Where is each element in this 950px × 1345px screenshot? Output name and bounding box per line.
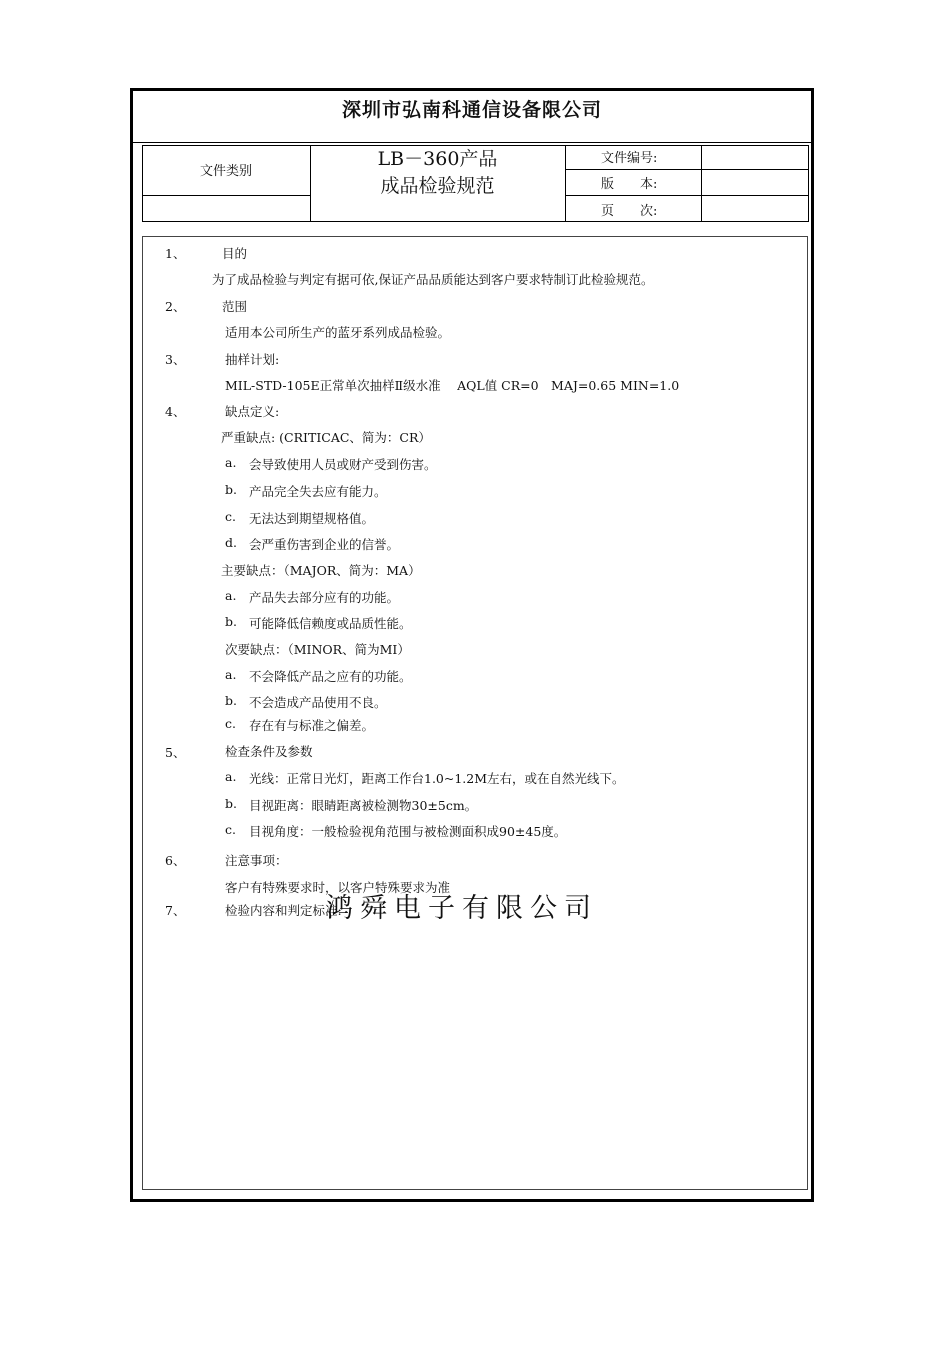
company-stamp-text: 鸿舜电子有限公司: [326, 893, 598, 924]
section-5-title: 检查条件及参数: [225, 744, 313, 759]
divider: [808, 145, 809, 222]
list-item: 光线：正常日光灯，距离工作台1.0~1.2M左右，或在自然光线下。: [249, 771, 625, 786]
list-item: 无法达到期望规格值。: [249, 511, 375, 526]
divider: [565, 195, 808, 196]
section-3-number: 3、: [165, 352, 186, 367]
list-item-key: b.: [225, 482, 237, 497]
doc-title: [310, 146, 565, 200]
list-item: 会导致使用人员或财产受到伤害。: [249, 457, 437, 472]
section-4-number: 4、: [165, 404, 186, 419]
list-item-key: c.: [225, 716, 236, 731]
divider: [565, 169, 808, 170]
section-3-text: MIL-STD-105E正常单次抽样Ⅱ级水准 AQL值 CR=0 MAJ=0.65 MIN=1.0: [225, 378, 680, 393]
list-item: 不会降低产品之应有的功能。: [249, 669, 412, 684]
list-item: 不会造成产品使用不良。: [249, 695, 387, 710]
section-2-title: 范围: [222, 299, 248, 314]
divider: [565, 145, 566, 222]
list-item: 存在有与标准之偏差。: [249, 718, 375, 733]
section-1-number: 1、: [165, 246, 186, 261]
section-6-text: 客户有特殊要求时，以客户特殊要求为准: [225, 880, 451, 895]
major-heading: 主要缺点：（MAJOR、简为：MA）: [221, 563, 421, 578]
title-line-1: LB－360产品: [377, 148, 498, 170]
list-item-key: a.: [225, 588, 237, 603]
section-2-text: 适用本公司所生产的蓝牙系列成品检验。: [225, 325, 451, 340]
list-item-key: c.: [225, 822, 236, 837]
list-item-key: b.: [225, 614, 237, 629]
divider: [133, 142, 811, 143]
version-label: 版 本:: [601, 177, 658, 192]
title-line-2: 成品检验规范: [380, 175, 495, 197]
list-item-key: a.: [225, 667, 237, 682]
critical-heading: 严重缺点: (CRITICAC、简为：CR）: [221, 430, 431, 445]
list-item: 可能降低信赖度或品质性能。: [249, 616, 412, 631]
divider: [142, 221, 808, 222]
section-1-title: 目的: [222, 246, 248, 261]
section-3-title: 抽样计划:: [225, 352, 280, 367]
section-4-title: 缺点定义:: [225, 404, 280, 419]
list-item: 目视距离：眼睛距离被检测物30±5cm。: [249, 798, 478, 813]
company-name: 深圳市弘南科通信设备限公司: [341, 99, 602, 121]
list-item: 产品完全失去应有能力。: [249, 484, 387, 499]
list-item-key: d.: [225, 535, 237, 550]
divider: [142, 195, 310, 196]
doc-number-label: 文件编号:: [601, 151, 658, 166]
section-1-text: 为了成品检验与判定有据可依,保证产品品质能达到客户要求特制订此检验规范。: [212, 272, 654, 287]
list-item-key: c.: [225, 509, 236, 524]
page-label: 页 次:: [601, 204, 658, 219]
divider: [701, 145, 702, 222]
section-2-number: 2、: [165, 299, 186, 314]
list-item: 目视角度：一般检验视角范围与被检测面积成90±45度。: [249, 824, 567, 839]
section-5-number: 5、: [165, 745, 186, 760]
list-item-key: b.: [225, 693, 237, 708]
section-6-title: 注意事项：: [225, 853, 288, 868]
divider: [142, 145, 143, 222]
list-item: 产品失去部分应有的功能。: [249, 590, 400, 605]
list-item-key: b.: [225, 796, 237, 811]
section-6-number: 6、: [165, 853, 186, 868]
list-item: 会严重伤害到企业的信誉。: [249, 537, 400, 552]
doc-category-label: 文件类别: [199, 164, 252, 179]
section-7-title: 检验内容和判定标准:: [225, 903, 342, 918]
minor-heading: 次要缺点：（MINOR、简为MI）: [225, 642, 410, 657]
list-item-key: a.: [225, 769, 237, 784]
section-7-number: 7、: [165, 903, 186, 918]
list-item-key: a.: [225, 455, 237, 470]
